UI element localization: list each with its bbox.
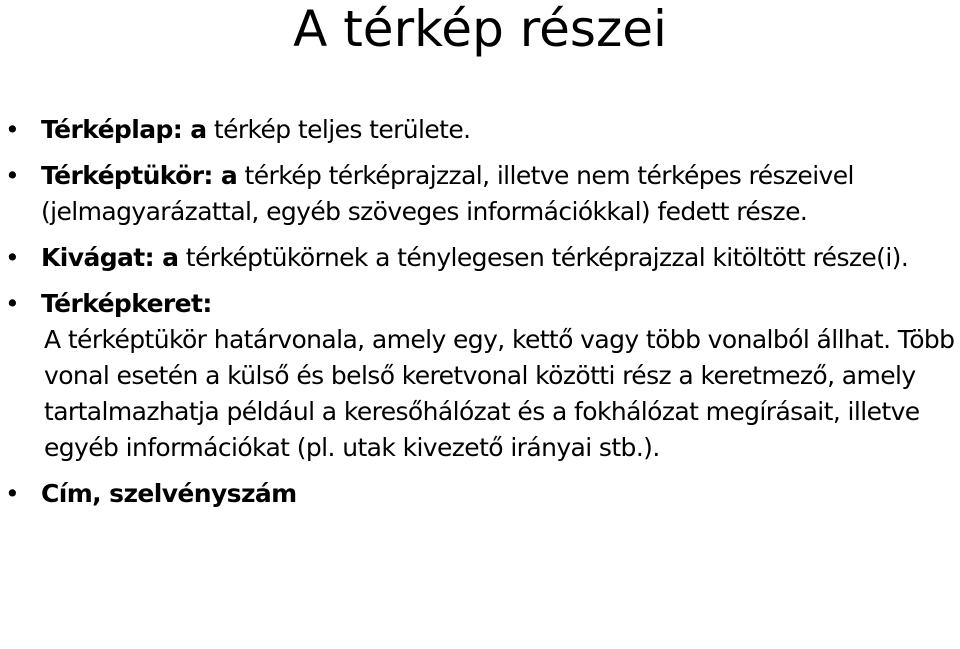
- bullet-item-terkeplap: [0, 112, 960, 148]
- term-detail-paragraph: A térképtükör határvonala, amely egy, kettő vagy több vonalból állhat. Több vonal esetén a külső és belső keretvonal közötti rész a keretmező, amely tartalmazhatja például a keresőhálózat és a fokhálózat megírásait, illetve egyéb információkat (pl. utak kivezető irányai stb.).: [44, 325, 955, 462]
- term-label: Cím, szelvényszám: [41, 479, 297, 508]
- bullet-marker: •: [5, 289, 20, 318]
- bullet-marker: •: [5, 161, 20, 190]
- term-label: Térképkeret:: [41, 289, 212, 318]
- term-definition: térkép teljes területe.: [206, 115, 471, 144]
- term-label: Térképlap: a: [41, 115, 207, 144]
- slide-content: [0, 112, 960, 522]
- slide-title: A térkép részei: [293, 0, 667, 58]
- bullet-marker: •: [5, 479, 20, 508]
- bullet-item-terkepkeret: [0, 286, 960, 466]
- term-definition: térképtükörnek a ténylegesen térképrajzzal kitöltött része(i).: [178, 243, 909, 272]
- bullet-item-kivagat: [0, 240, 960, 276]
- term-label: Térképtükör: a: [41, 161, 238, 190]
- bullet-marker: •: [5, 115, 20, 144]
- term-label: Kivágat: a: [41, 243, 179, 272]
- bullet-marker: •: [5, 243, 20, 272]
- bullet-item-cim: [0, 476, 960, 512]
- bullet-item-terkeptukor: [0, 158, 960, 230]
- term-definition: térkép térképrajzzal, illetve nem térképes részeivel (jelmagyarázattal, egyéb szöveges információkkal) fedett része.: [41, 161, 854, 226]
